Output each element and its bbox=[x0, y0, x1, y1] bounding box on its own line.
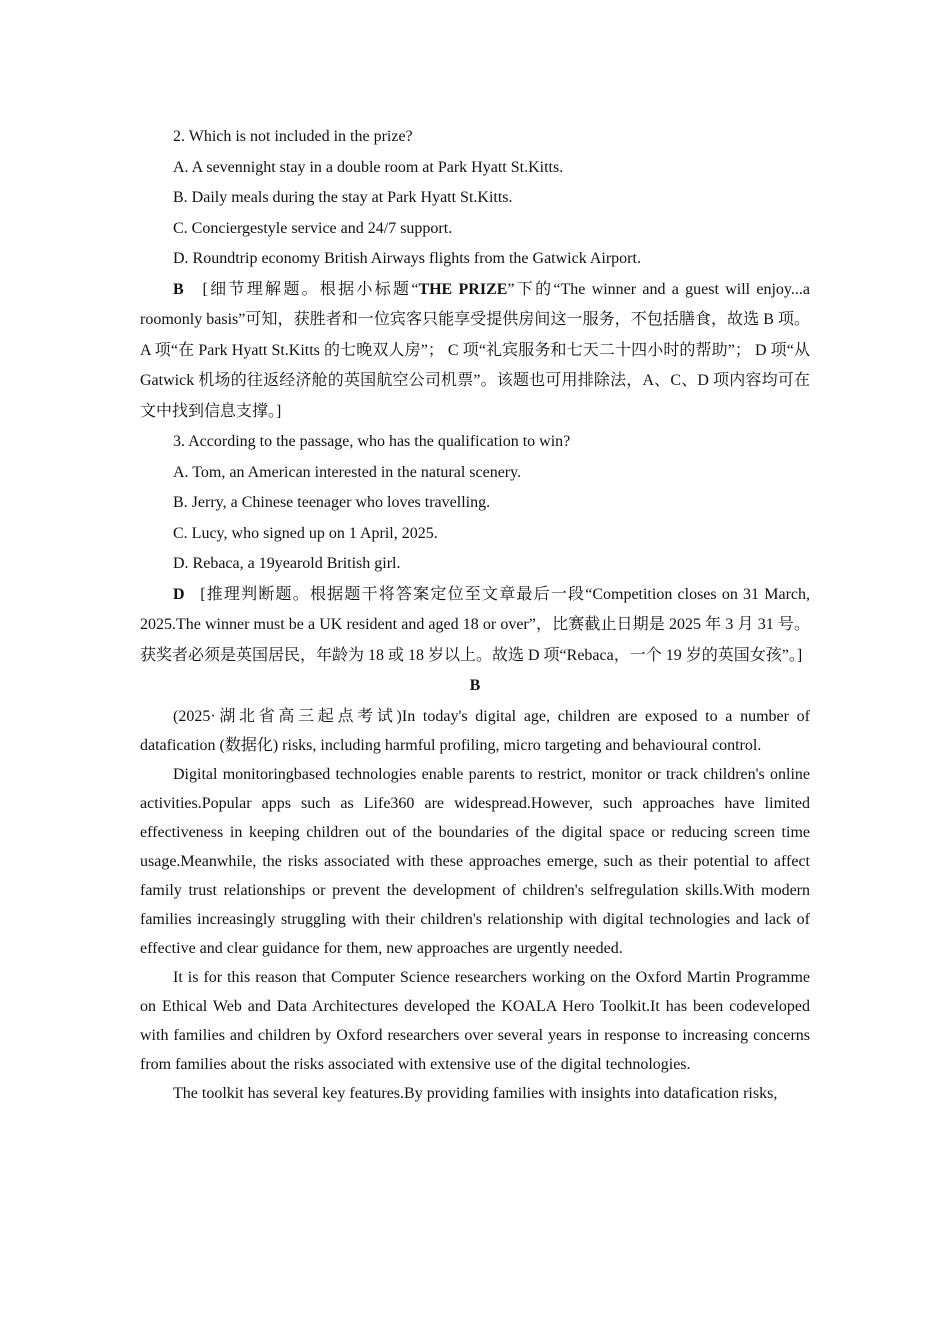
section-title: B bbox=[469, 677, 481, 694]
passage-paragraph: Digital monitoringbased technologies enable parents to restrict, monitor or track children's online activities.Popular apps such as Life360 are widespread.However, such approaches have limited effectiveness in keeping children out of the boundaries of the digital space or reducing screen time usage.Meanwhile, the risks associated with these approaches emerge, such as their potential to affect family trust relationships or prevent the development of children's selfregulation skills.With modern families increasingly struggling with their children's relationship with digital technologies and lack of effective and clear guidance for them, new approaches are urgently needed. bbox=[140, 765, 810, 957]
explanation-bold: THE PRIZE bbox=[418, 280, 508, 298]
question-2 bbox=[140, 122, 810, 427]
option-b: B. Daily meals during the stay at Park Hyatt St.Kitts. bbox=[173, 189, 513, 206]
option-d: D. Rebaca, a 19yearold British girl. bbox=[173, 555, 401, 572]
explanation-text: ”下的“The winner and a guest will enjoy...a roomonly basis”可知，获胜者和一位宾客只能享受提供房间这一服务，不包括膳食，故选 B 项。A 项“在 Park Hyatt St.Kitts 的七晚双人房”； C 项“礼宾服务和七天二十四小时的帮助”； D 项“从 Gatwick 机场的往返经济舱的英国航空公司机票”。该题也可用排除法，A、C、D 项内容均可在文中找到信息支撑。] bbox=[140, 280, 810, 420]
answer-letter: D bbox=[173, 585, 185, 603]
question-stem: 2. Which is not included in the prize? bbox=[173, 128, 413, 145]
explanation-text: [细节理解题。根据小标题“ bbox=[202, 280, 419, 298]
reading-passage bbox=[140, 702, 810, 1108]
passage-paragraph: It is for this reason that Computer Science researchers working on the Oxford Martin Programme on Ethical Web and Data Architectures developed the KOALA Hero Toolkit.It has been codeveloped with families and children by Oxford researchers over several years in response to increasing concerns from families about the risks associated with extensive use of the digital technologies. bbox=[140, 968, 810, 1073]
option-a: A. A sevennight stay in a double room at Park Hyatt St.Kitts. bbox=[173, 158, 564, 176]
answer-explanation bbox=[140, 275, 810, 428]
passage-paragraph: (2025·湖北省高三起点考试)In today's digital age, children are exposed to a number of datafication (数据化) risks, including harmful profiling, micro targeting and behavioural control. bbox=[140, 707, 810, 754]
answer-letter: B bbox=[173, 280, 184, 298]
option-d: D. Roundtrip economy British Airways flights from the Gatwick Airport. bbox=[173, 250, 641, 267]
document-body bbox=[140, 122, 810, 1108]
answer-explanation bbox=[140, 580, 810, 672]
option-c: C. Conciergestyle service and 24/7 support. bbox=[173, 219, 453, 237]
explanation-text: [推理判断题。根据题干将答案定位至文章最后一段“Competition closes on 31 March, 2025.The winner must be a UK resident and aged 18 or over”，比赛截止日期是 2025 年 3 月 31 号。获奖者必须是英国居民，年龄为 18 或 18 岁以上。故选 D 项“Rebaca，一个 19 岁的英国女孩”。] bbox=[140, 585, 811, 664]
passage-paragraph: The toolkit has several key features.By providing families with insights into datafication risks, bbox=[173, 1084, 778, 1102]
question-3 bbox=[140, 427, 810, 671]
option-c: C. Lucy, who signed up on 1 April, 2025. bbox=[173, 524, 438, 542]
option-b: B. Jerry, a Chinese teenager who loves travelling. bbox=[173, 494, 491, 511]
option-a: A. Tom, an American interested in the natural scenery. bbox=[173, 463, 522, 481]
question-stem: 3. According to the passage, who has the qualification to win? bbox=[173, 433, 571, 450]
